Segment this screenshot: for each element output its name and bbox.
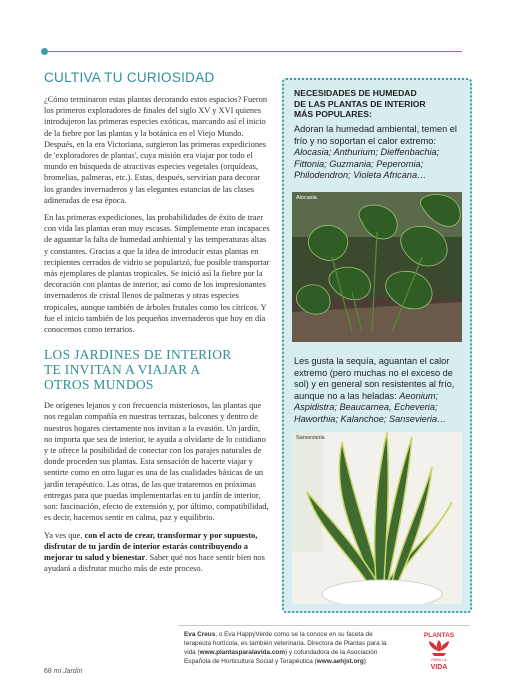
paragraph: ¿Cómo terminaron estas plantas decorando estos espacios? Fueron los primeros exploradores de finales del siglo XV y XVI quienes introdujeron las primeras especies exóticas, marcando así el inicio de la fiebre por las plantas y la botánica en el Viejo Mundo. Después, en la era Victoriana, surgieron las primeras expediciones de 'exploradores de plantas', cuya misión era viajar por todo el mundo en búsqueda de atractivas especies vegetales (orquídeas, bromelias, palmeras, etc.). Estas, después, servirían para decorar los grandes invernaderos y las elegantes estancias de las clases adineradas de esa época. <box>44 95 268 205</box>
page-footer <box>44 668 83 675</box>
page-number: 68 <box>44 668 52 675</box>
photo-caption-sansevieria: Sansevieria <box>296 435 325 441</box>
paragraph-closing: Ya ves que, con el acto de crear, transformar y por supuesto, disfrutar de tu jardín de interior estarás contribuyendo a mejorar tu salud y bienestar. Saber qué nos hace sentir bien nos ayudará a disfrutar mucho más de este proceso. <box>44 530 265 574</box>
sansevieria-image <box>292 432 462 604</box>
author-bio <box>178 625 470 675</box>
author-bio-text: Eva Creus, o Eva HappyVerde como se la conoce en su faceta de terapeuta hortícola, es también veterinaria. Directora de Plantas para la vida (www.plantasparalavida.com) y cofundadora de la Asociación Española de Horticultura Social y Terapéutica (www.aehjst.org). <box>184 631 387 665</box>
top-rule-dot <box>41 48 48 55</box>
alocasia-image <box>292 192 462 342</box>
website-link[interactable]: www.plantasparalavida.com <box>199 649 285 656</box>
paragraph: En las primeras expediciones, las probabilidades de éxito de traer con vida las plantas eran muy escasas. Simplemente eran incapaces de aguantar la falta de humedad ambiental y las temperaturas altas y constantes. Gracias a que la idea de introducir estas plantas en recipientes cerrados de vidrio se popularizó, fue posible transportar más ejemplares de plantas tropicales. Se inició así la fiebre por la decoración con plantas de interior, así como de los impresionantes invernaderos de cristal llenos de palmeras y otras especies tropicales, aunque también de árboles frutales como los cítricos. Y fue el inicio también de los pequeños invernaderos que hoy en día conocemos como terrarios. <box>44 213 270 335</box>
main-article <box>44 70 270 574</box>
section-heading-curiosidad: CULTIVA TU CURIOSIDAD <box>44 70 215 85</box>
svg-text:PARA LA: PARA LA <box>431 658 447 662</box>
paragraph: De orígenes lejanos y con frecuencia misteriosos, las plantas que nos regalan compañía en nuestras terrazas, balcones y dentro de nuestros hogares ciertamente nos invitan a la evasión. Un jardín, no importa que sea de interior, te ayuda a olvidarte de lo cotidiano y te ofrece la posibilidad de conectar con los parajes naturales de donde proceden sus plantas. Esta sensación de hacerte viajar y sentirte como en otro lugar es una de las cualidades básicas de un jardín terapéutico. Las otras, de las que trataremos en próximas entregas para que puedas implementarlas en tu jardín de interior, son: fascinación, efecto de extensión y, por último, compatibilidad, es decir, hacemos sentir en calma, paz y equilibrio. <box>44 401 269 523</box>
photo-caption-alocasia: Alocasia <box>296 195 317 201</box>
sansevieria-photo <box>292 432 462 604</box>
top-rule <box>44 51 462 52</box>
svg-text:VIDA: VIDA <box>430 664 448 671</box>
magazine-name: mi Jardín <box>53 668 83 675</box>
section-heading-jardines: LOS JARDINES DE INTERIOR TE INVITAN A VIAJAR A OTROS MUNDOS <box>44 347 232 393</box>
drought-tolerant-plants: Les gusta la sequía, aguantan el calor extremo (pero muchas no el exceso de sol) y en general son resistentes al frío, aunque no a las heladas: Aeonium; Aspidistra; Beaucarnea, Echeveria; Haworthia; Kalanchoe; Sansevieria… <box>294 356 455 424</box>
sidebar-title: NECESIDADES DE HUMEDAD DE LAS PLANTAS DE INTERIOR MÁS POPULARES: <box>294 88 426 119</box>
association-link[interactable]: www.aehjst.org <box>316 658 364 665</box>
alocasia-photo <box>292 192 462 342</box>
plantas-para-la-vida-logo <box>414 628 464 672</box>
humidity-loving-plants: Adoran la humedad ambiental, temen el frío y no soportan el calor extremo: Alocasia; Anthurium; Dieffenbachia; Fittonia; Guzmania; Peperomia; Philodendron; Violeta Africana… <box>294 124 457 181</box>
svg-text:PLANTAS: PLANTAS <box>423 632 455 639</box>
